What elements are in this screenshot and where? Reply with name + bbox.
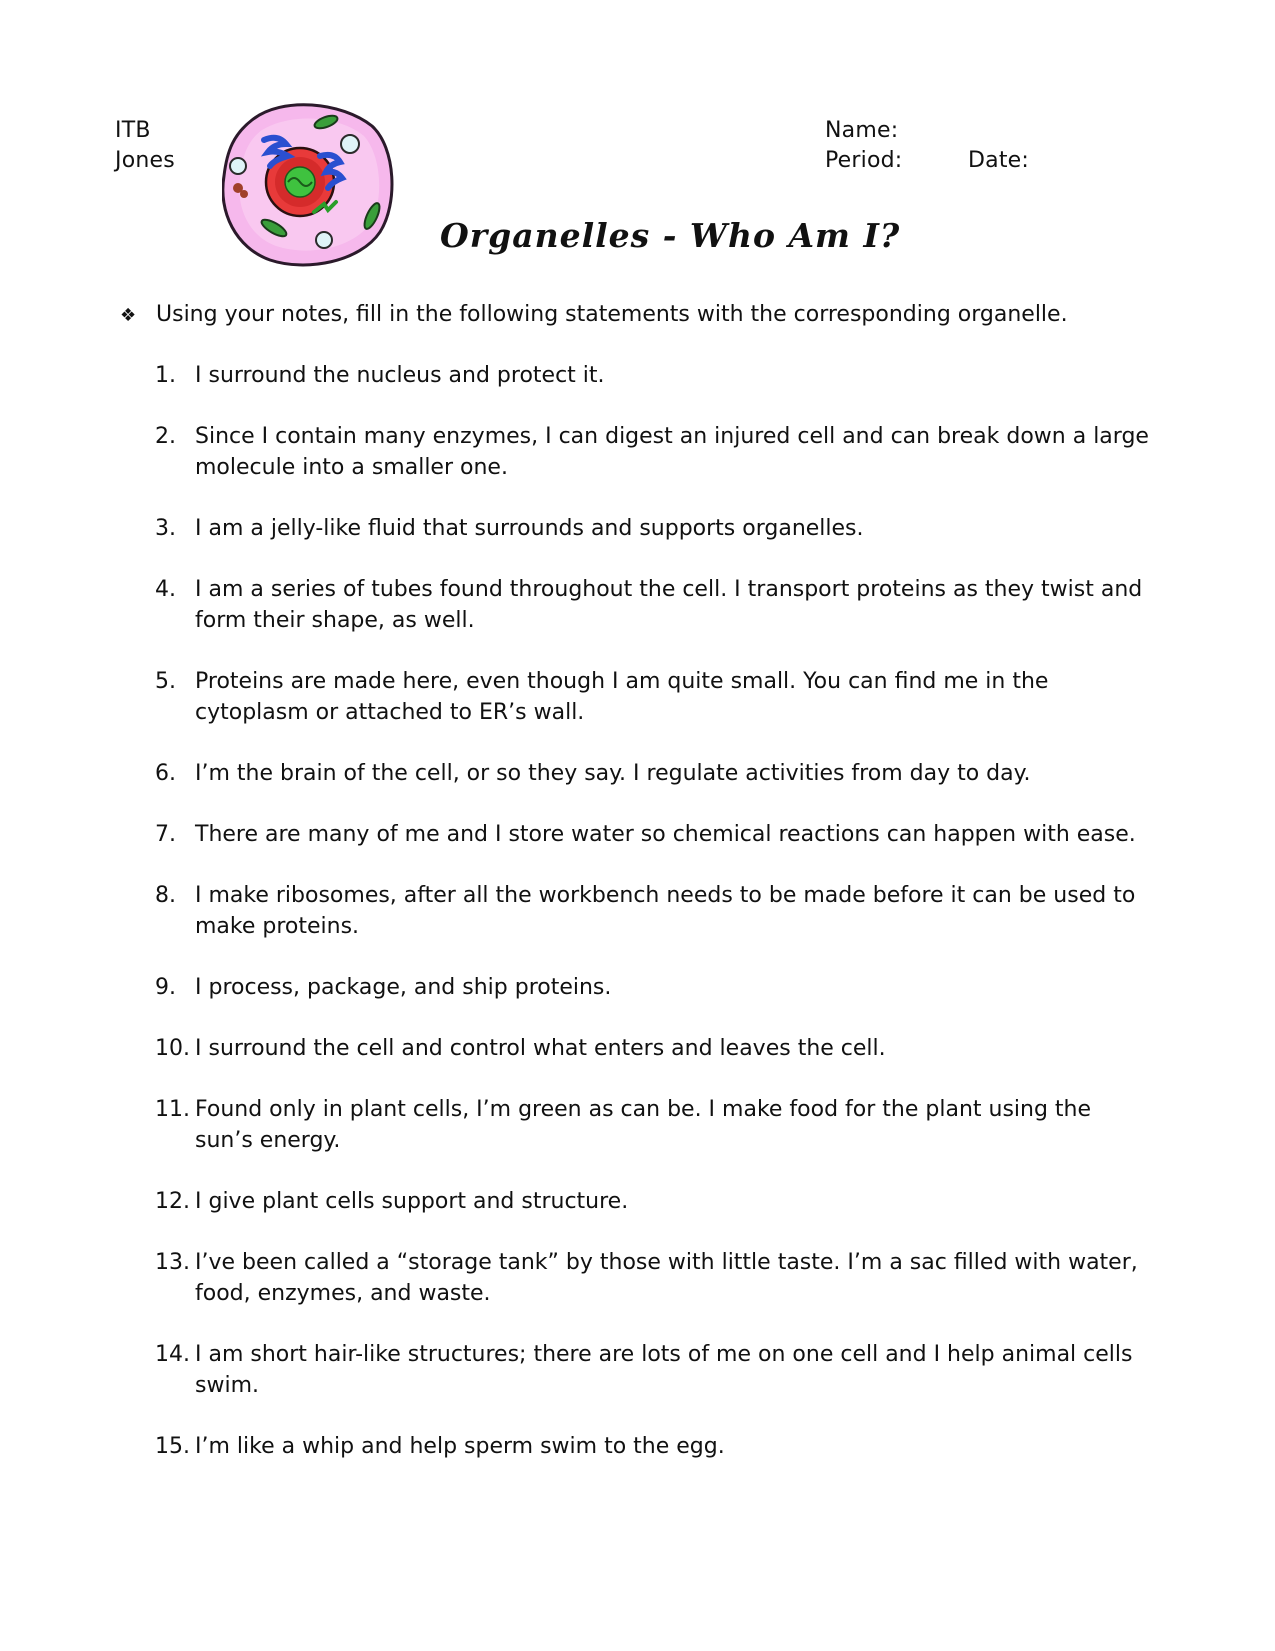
- question-text: I’m like a whip and help sperm swim to the egg.: [195, 1434, 725, 1459]
- period-field-label: Period:: [825, 148, 903, 173]
- bullet-diamond-icon: ❖: [120, 305, 137, 326]
- question-number: 15.: [155, 1434, 190, 1459]
- question-item: [155, 758, 1150, 789]
- question-text: Found only in plant cells, I’m green as can be. I make food for the plant using the sun’s energy.: [195, 1097, 1092, 1153]
- question-text: Proteins are made here, even though I am quite small. You can find me in the cytoplasm or attached to ER’s wall.: [195, 669, 1049, 725]
- question-number: 9.: [155, 975, 176, 1000]
- question-item: [155, 574, 1150, 636]
- question-text: I’ve been called a “storage tank” by those with little taste. I’m a sac filled with water, food, enzymes, and waste.: [195, 1250, 1138, 1306]
- question-number: 5.: [155, 669, 176, 694]
- question-item: [155, 972, 1150, 1003]
- question-item: [155, 1033, 1150, 1064]
- instructions: [120, 300, 1220, 331]
- question-text: I surround the cell and control what enters and leaves the cell.: [195, 1036, 886, 1061]
- question-text: I am short hair-like structures; there are lots of me on one cell and I help animal cells swim.: [195, 1342, 1133, 1398]
- question-number: 1.: [155, 363, 176, 388]
- question-number: 14.: [155, 1342, 190, 1367]
- page-title: Organelles - Who Am I?: [440, 216, 901, 255]
- teacher-label: Jones: [115, 148, 175, 173]
- question-number: 3.: [155, 516, 176, 541]
- question-item: [155, 1094, 1150, 1156]
- animal-cell-illustration-icon: [222, 100, 394, 272]
- question-item: [155, 1339, 1150, 1401]
- question-item: [155, 513, 1150, 544]
- question-text: I am a series of tubes found throughout the cell. I transport proteins as they twist and form their shape, as well.: [195, 577, 1143, 633]
- question-item: [155, 1186, 1150, 1217]
- question-number: 8.: [155, 883, 176, 908]
- question-item: [155, 880, 1150, 942]
- question-item: [155, 360, 1150, 391]
- question-number: 12.: [155, 1189, 190, 1214]
- question-text: I make ribosomes, after all the workbench needs to be made before it can be used to make proteins.: [195, 883, 1136, 939]
- question-text: Since I contain many enzymes, I can digest an injured cell and can break down a large molecule into a smaller one.: [195, 424, 1149, 480]
- question-item: [155, 1247, 1150, 1309]
- question-item: [155, 819, 1150, 850]
- question-number: 4.: [155, 577, 176, 602]
- question-number: 13.: [155, 1250, 190, 1275]
- name-field-label: Name:: [825, 118, 899, 143]
- instructions-text: Using your notes, fill in the following statements with the corresponding organelle.: [156, 302, 1068, 327]
- question-number: 7.: [155, 822, 176, 847]
- question-number: 2.: [155, 424, 176, 449]
- question-list: [155, 360, 1150, 1492]
- question-item: [155, 421, 1150, 483]
- question-number: 6.: [155, 761, 176, 786]
- question-text: There are many of me and I store water so chemical reactions can happen with ease.: [195, 822, 1136, 847]
- course-label: ITB: [115, 118, 151, 143]
- question-text: I’m the brain of the cell, or so they say. I regulate activities from day to day.: [195, 761, 1031, 786]
- question-number: 11.: [155, 1097, 190, 1122]
- question-text: I give plant cells support and structure.: [195, 1189, 629, 1214]
- question-text: I surround the nucleus and protect it.: [195, 363, 605, 388]
- question-item: [155, 666, 1150, 728]
- date-field-label: Date:: [968, 148, 1029, 173]
- question-text: I am a jelly-like fluid that surrounds and supports organelles.: [195, 516, 864, 541]
- question-item: [155, 1431, 1150, 1462]
- question-number: 10.: [155, 1036, 190, 1061]
- question-text: I process, package, and ship proteins.: [195, 975, 612, 1000]
